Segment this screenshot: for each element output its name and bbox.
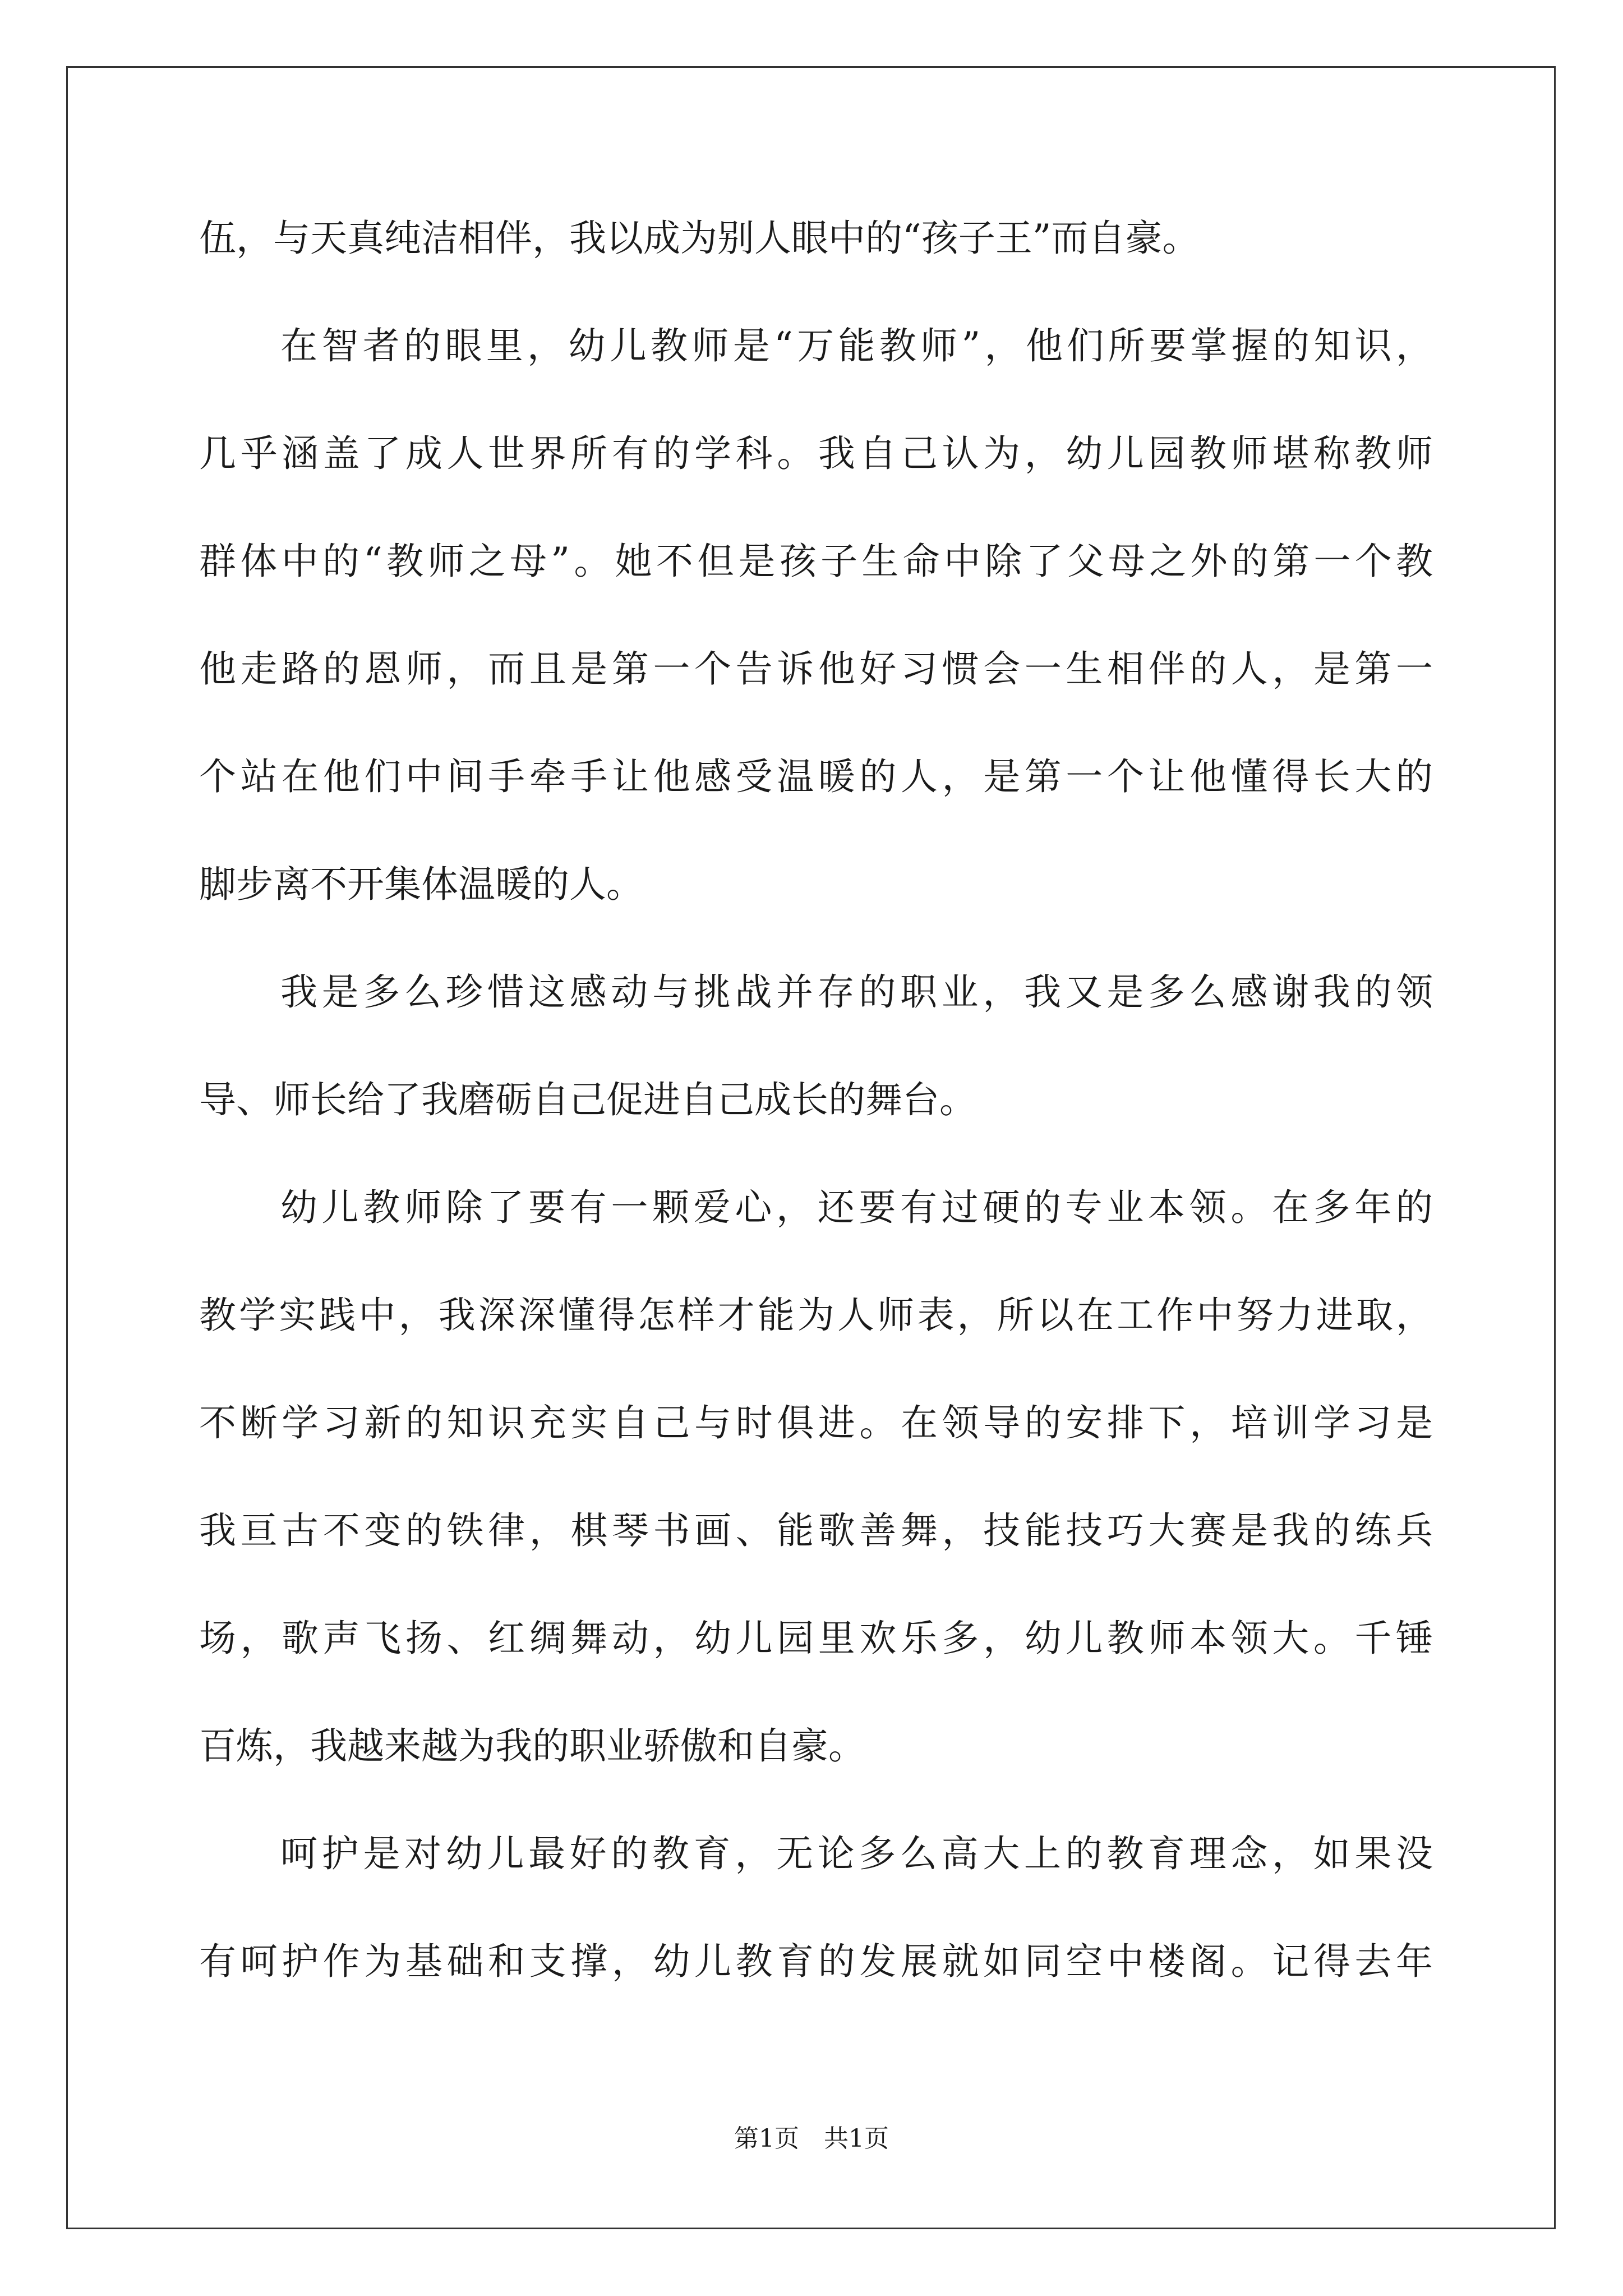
text-line: 个站在他们中间手牵手让他感受温暖的人，是第一个让他懂得长大的 — [199, 755, 1433, 798]
text-line: 百炼，我越来越为我的职业骄傲和自豪。 — [199, 1724, 865, 1768]
text-line: 脚步离不开集体温暖的人。 — [199, 863, 643, 906]
text-line: 我亘古不变的铁律，棋琴书画、能歌善舞，技能技巧大赛是我的练兵 — [199, 1509, 1433, 1552]
text-line: 几乎涵盖了成人世界所有的学科。我自己认为，幼儿园教师堪称教师 — [199, 432, 1433, 475]
page-number-footer: 第1页 共1页 — [734, 2124, 889, 2153]
text-line: 他走路的恩师，而且是第一个告诉他好习惯会一生相伴的人，是第一 — [199, 647, 1433, 691]
document-body — [199, 216, 1433, 2047]
text-line: 不断学习新的知识充实自己与时俱进。在领导的安排下，培训学习是 — [199, 1401, 1433, 1444]
text-line: 呵护是对幼儿最好的教育，无论多么高大上的教育理念，如果没 — [280, 1832, 1433, 1875]
text-line: 在智者的眼里，幼儿教师是“万能教师”，他们所要掌握的知识， — [280, 324, 1433, 367]
text-line: 群体中的“教师之母”。她不但是孩子生命中除了父母之外的第一个教 — [199, 540, 1433, 583]
text-line: 幼儿教师除了要有一颗爱心，还要有过硬的专业本领。在多年的 — [280, 1186, 1433, 1229]
text-line: 有呵护作为基础和支撑，幼儿教育的发展就如同空中楼阁。记得去年 — [199, 1940, 1433, 1983]
text-line: 导、师长给了我磨砺自己促进自己成长的舞台。 — [199, 1078, 976, 1121]
text-line: 教学实践中，我深深懂得怎样才能为人师表，所以在工作中努力进取， — [199, 1294, 1433, 1337]
text-line: 我是多么珍惜这感动与挑战并存的职业，我又是多么感谢我的领 — [280, 970, 1433, 1014]
text-line: 场，歌声飞扬、红绸舞动，幼儿园里欢乐多，幼儿教师本领大。千锤 — [199, 1617, 1433, 1660]
text-line: 伍，与天真纯洁相伴，我以成为别人眼中的“孩子王”而自豪。 — [199, 217, 1200, 260]
